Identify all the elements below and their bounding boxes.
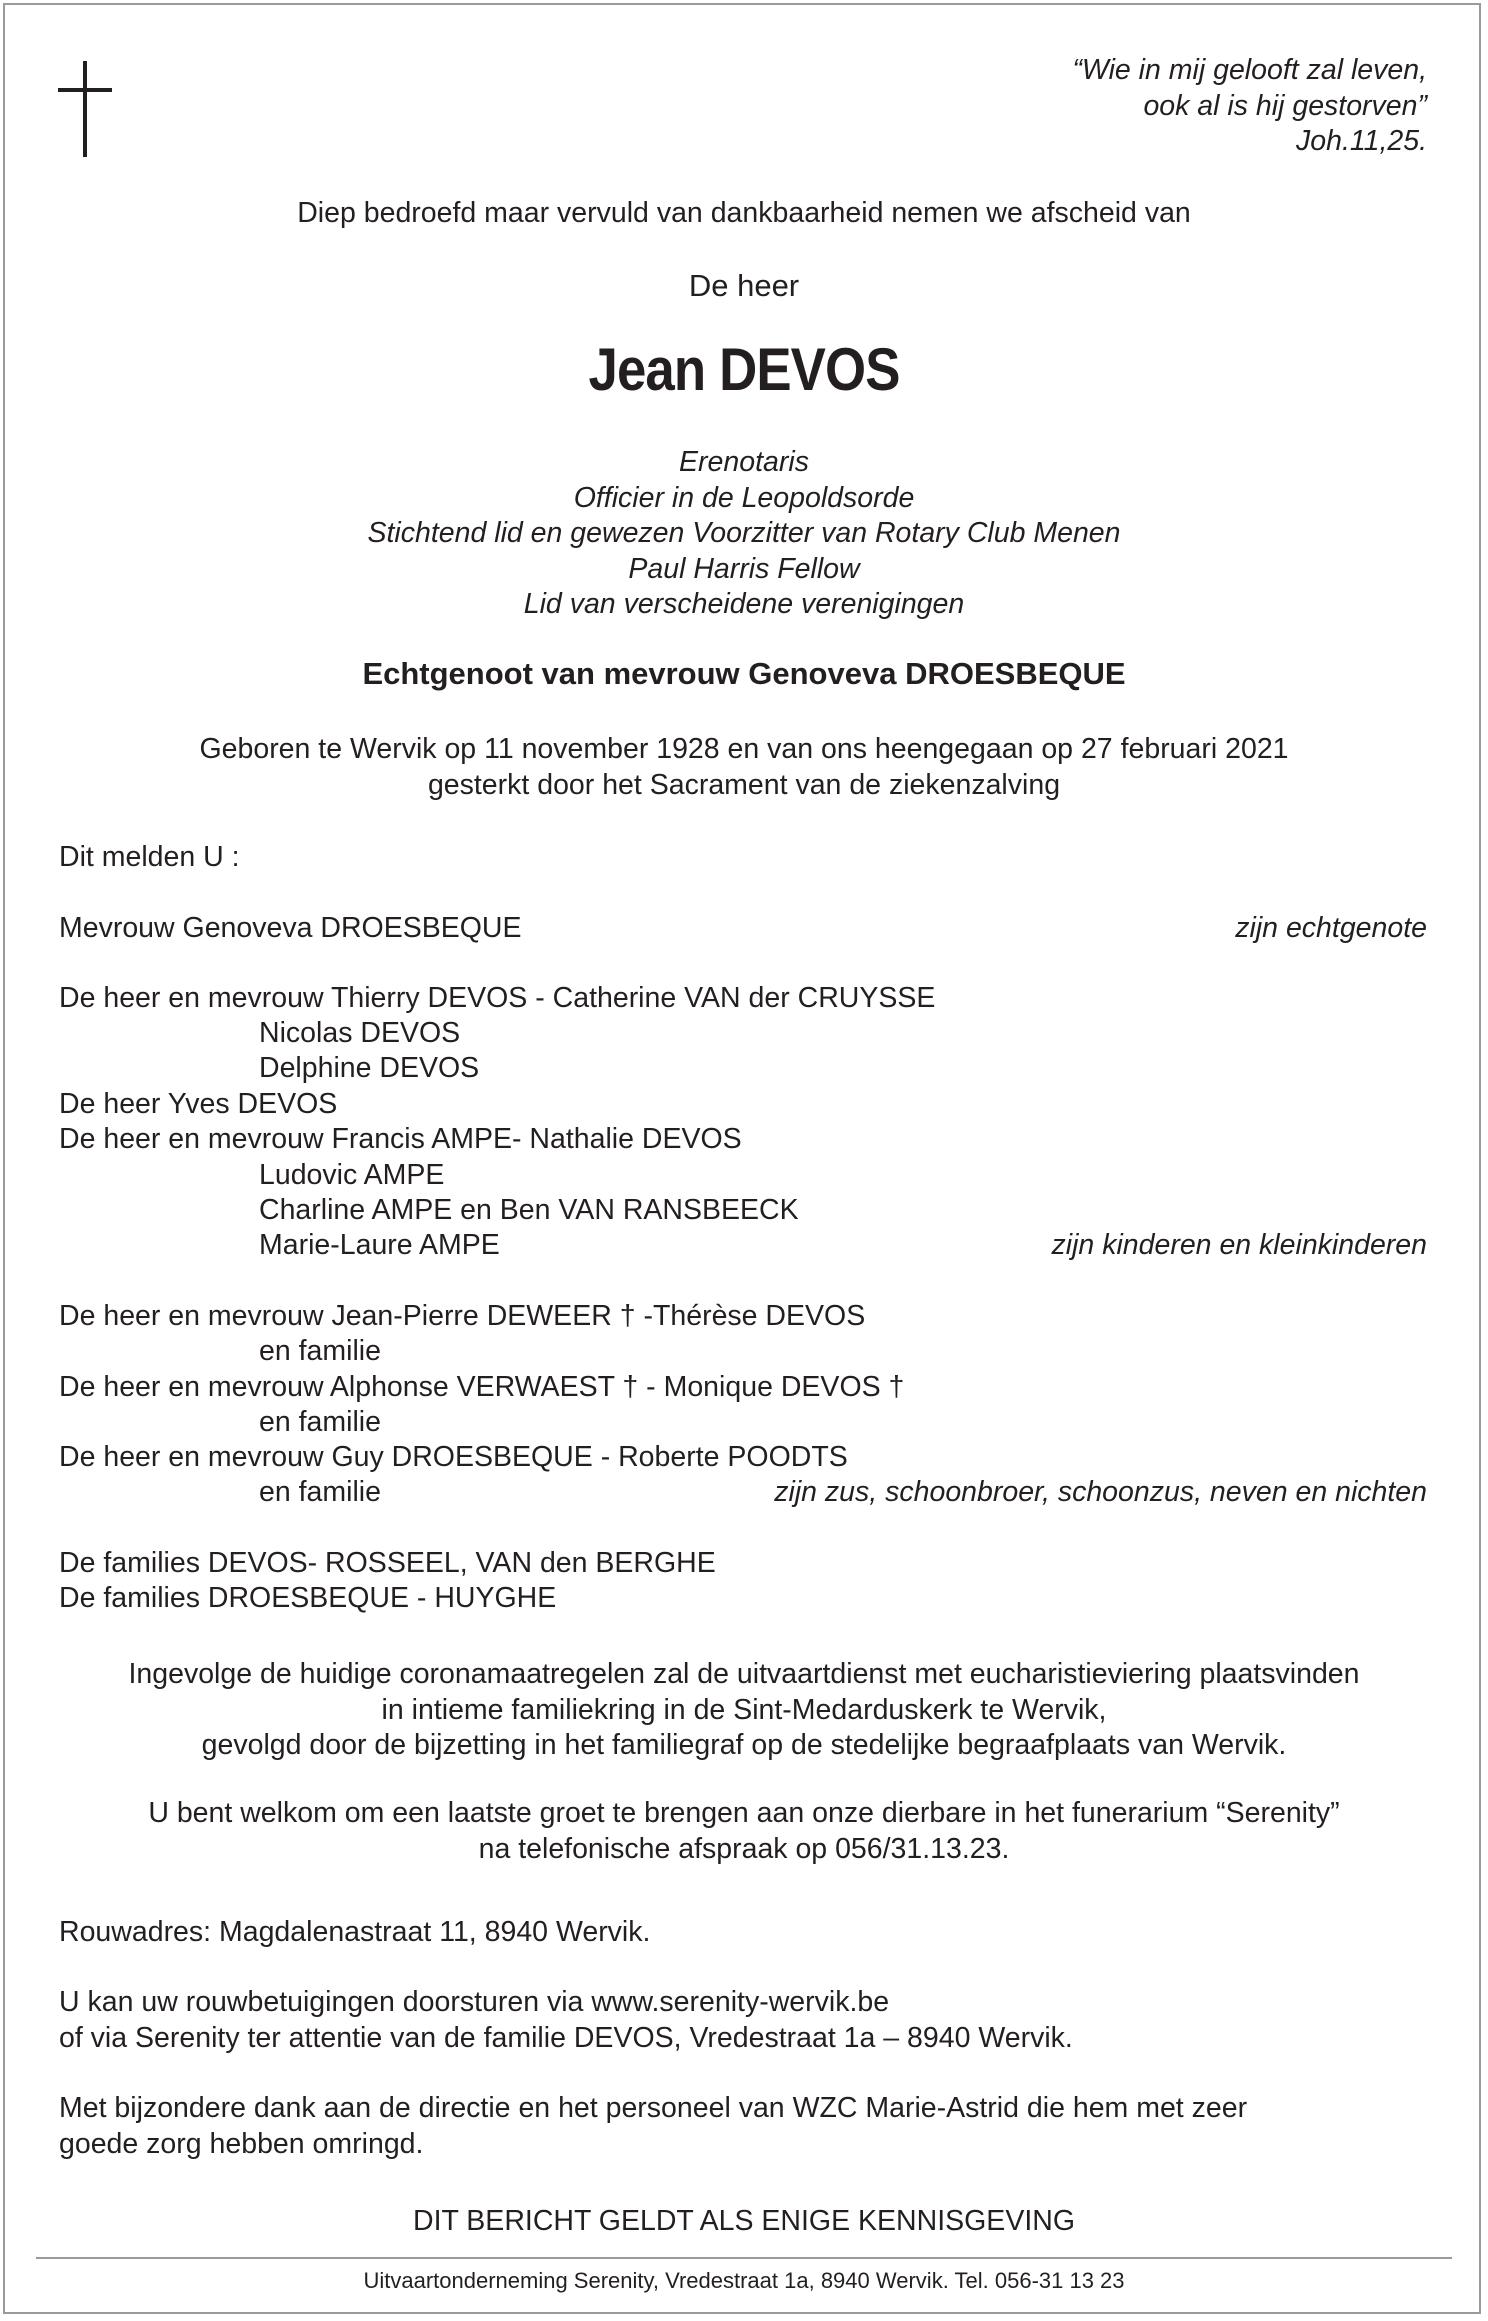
children-role: zijn kinderen en kleinkinderen (1051, 1229, 1427, 1261)
spouse-name: Mevrouw Genoveva DROESBEQUE (59, 912, 522, 944)
child-line: De heer en mevrouw Francis AMPE- Nathalie DEVOS (59, 1123, 742, 1155)
grandchild-line: Nicolas DEVOS (259, 1017, 461, 1049)
sibling-family-line: en familie (259, 1406, 381, 1438)
title-item: Stichtend lid en gewezen Voorzitter van Rotary Club Menen (367, 517, 1121, 549)
sacrament-line: gesterkt door het Sacrament van de ziekenzalving (427, 769, 1061, 801)
sibling-line: De heer en mevrouw Guy DROESBEQUE - Roberte POODTS (59, 1441, 848, 1473)
visit-line: na telefonische afspraak op 056/31.13.23. (478, 1832, 1010, 1865)
deceased-name-wrap (0, 334, 1488, 406)
thanks-line: goede zorg hebben omringd. (59, 2127, 424, 2160)
title-item: Paul Harris Fellow (628, 552, 860, 585)
deceased-name: Jean DEVOS (588, 336, 900, 403)
funeral-line: Ingevolge de huidige coronamaatregelen zal de uitvaartdienst met eucharistieviering plaatsvinden (128, 1658, 1360, 1690)
grandchild-line: Charline AMPE en Ben VAN RANSBEECK (259, 1194, 799, 1226)
visit-text (0, 1796, 1488, 1867)
quote-line: “Wie in mij gelooft zal leven, (1072, 54, 1427, 86)
visit-line: U bent welkom om een laatste groet te brengen aan onze dierbare in het funerarium “Serenity” (148, 1797, 1340, 1829)
footer-divider (36, 2257, 1452, 2259)
funeral-text (0, 1657, 1488, 1764)
grandchild-line: Ludovic AMPE (259, 1159, 445, 1191)
footer-text: Uitvaartonderneming Serenity, Vredestraat 1a, 8940 Wervik. Tel. 056-31 13 23 (363, 2268, 1125, 2293)
titles-list (0, 445, 1488, 623)
sibling-family-line: en familie (259, 1476, 381, 1508)
title-item: Erenotaris (679, 446, 809, 478)
condolences-line: of via Serenity ter attentie van de familie DEVOS, Vredestraat 1a – 8940 Wervik. (59, 2021, 1073, 2054)
salutation: De heer (688, 268, 800, 303)
birth-death-line: Geboren te Wervik op 11 november 1928 en van ons heengegaan op 27 februari 2021 (199, 733, 1289, 765)
bible-quote (1072, 53, 1427, 160)
sibling-line: De heer en mevrouw Alphonse VERWAEST † - Monique DEVOS † (59, 1371, 905, 1403)
quote-reference: Joh.11,25. (1296, 125, 1427, 157)
title-item: Lid van verscheidene verenigingen (523, 588, 965, 620)
siblings-role: zijn zus, schoonbroer, schoonzus, neven en nichten (774, 1476, 1427, 1508)
funeral-line: gevolgd door de bijzetting in het familiegraf op de stedelijke begraafplaats van Wervik. (201, 1729, 1287, 1761)
grandchild-line: Marie-Laure AMPE (259, 1229, 500, 1261)
address-line: Rouwadres: Magdalenastraat 11, 8940 Wervik. (59, 1916, 651, 1948)
sibling-line: De heer en mevrouw Jean-Pierre DEWEER † -Thérèse DEVOS (59, 1300, 866, 1332)
quote-line: ook al is hij gestorven” (1143, 89, 1427, 122)
condolences-text (59, 1985, 1073, 2056)
sibling-family-line: en familie (259, 1335, 381, 1367)
funeral-line: in intieme familiekring in de Sint-Medarduskerk te Wervik, (381, 1693, 1107, 1726)
thanks-line: Met bijzondere dank aan de directie en het personeel van WZC Marie-Astrid die hem met zeer (59, 2092, 1248, 2124)
family-line: De families DEVOS- ROSSEEL, VAN den BERGHE (59, 1547, 716, 1579)
notice-line: DIT BERICHT GELDT ALS ENIGE KENNISGEVING (412, 2205, 1075, 2237)
child-line: De heer Yves DEVOS (59, 1088, 338, 1120)
condolences-line: U kan uw rouwbetuigingen doorsturen via www.serenity-wervik.be (59, 1986, 890, 2018)
announce-label: Dit melden U : (59, 841, 240, 873)
title-item: Officier in de Leopoldsorde (573, 481, 915, 514)
child-line: De heer en mevrouw Thierry DEVOS - Catherine VAN der CRUYSSE (59, 982, 936, 1014)
spouse-line: Echtgenoot van mevrouw Genoveva DROESBEQUE (362, 656, 1126, 691)
grandchild-line: Delphine DEVOS (259, 1052, 480, 1084)
spouse-role: zijn echtgenote (1235, 912, 1427, 944)
thanks-text (59, 2091, 1247, 2162)
intro-text: Diep bedroefd maar vervuld van dankbaarheid nemen we afscheid van (297, 197, 1191, 229)
family-line: De families DROESBEQUE - HUYGHE (59, 1582, 557, 1614)
